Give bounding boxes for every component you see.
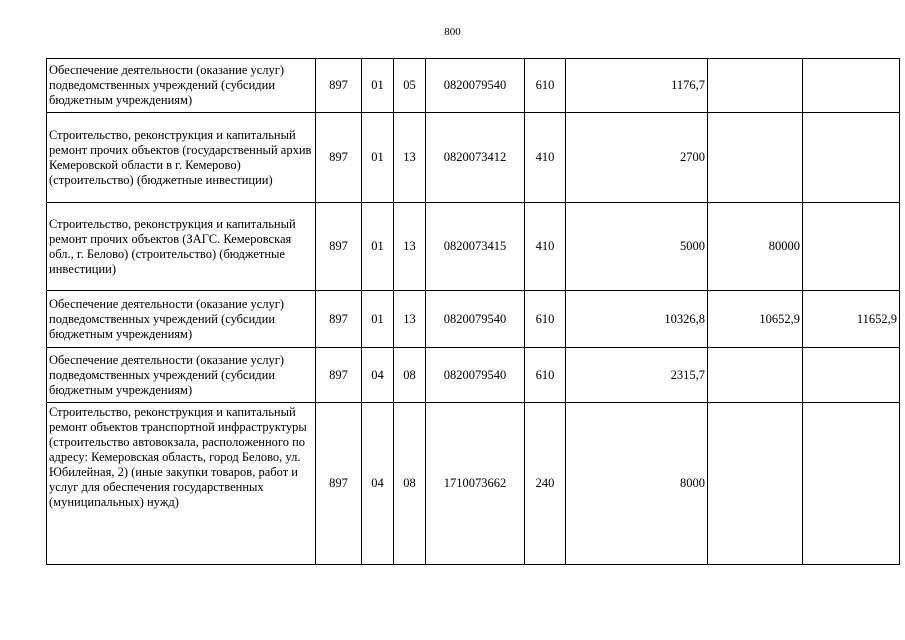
target-code-cell: 0820073415 [426, 203, 525, 291]
section-code-cell: 01 [362, 113, 394, 203]
table-row [47, 348, 900, 403]
ministry-code-cell: 897 [316, 291, 362, 348]
sum-year1-cell: 1176,7 [566, 59, 708, 113]
budget-table [46, 58, 900, 565]
subsection-code-cell: 05 [394, 59, 426, 113]
expense-type-cell: 610 [525, 291, 566, 348]
row-name-cell: Обеспечение деятельности (оказание услуг) подведомственных учреждений (субсидии бюджетным учреждениям) [47, 291, 316, 348]
row-name-cell: Строительство, реконструкция и капитальный ремонт объектов транспортной инфраструктуры (строительство автовокзала, расположенного по адресу: Кемеровская область, город Белово, ул. Юбилейная, 2) (иные закупки товаров, работ и услуг для обеспечения государственных (муниципальных) нужд) [47, 403, 316, 565]
table-row [47, 203, 900, 291]
sum-year2-cell [708, 59, 803, 113]
expense-type-cell: 610 [525, 348, 566, 403]
sum-year2-cell [708, 113, 803, 203]
section-code-cell: 01 [362, 59, 394, 113]
sum-year3-cell [803, 113, 900, 203]
table-row [47, 113, 900, 203]
section-code-cell: 01 [362, 203, 394, 291]
sum-year1-cell: 5000 [566, 203, 708, 291]
table-row [47, 59, 900, 113]
sum-year3-cell: 11652,9 [803, 291, 900, 348]
target-code-cell: 0820079540 [426, 348, 525, 403]
row-name-cell: Строительство, реконструкция и капитальный ремонт прочих объектов (ЗАГС. Кемеровская обл., г. Белово) (строительство) (бюджетные инвестиции) [47, 203, 316, 291]
sum-year2-cell [708, 403, 803, 565]
sum-year2-cell: 80000 [708, 203, 803, 291]
section-code-cell: 04 [362, 403, 394, 565]
sum-year1-cell: 10326,8 [566, 291, 708, 348]
ministry-code-cell: 897 [316, 403, 362, 565]
sum-year3-cell [803, 403, 900, 565]
sum-year1-cell: 2315,7 [566, 348, 708, 403]
section-code-cell: 04 [362, 348, 394, 403]
ministry-code-cell: 897 [316, 113, 362, 203]
table-row [47, 291, 900, 348]
sum-year1-cell: 2700 [566, 113, 708, 203]
subsection-code-cell: 13 [394, 291, 426, 348]
target-code-cell: 0820073412 [426, 113, 525, 203]
section-code-cell: 01 [362, 291, 394, 348]
expense-type-cell: 610 [525, 59, 566, 113]
sum-year3-cell [803, 59, 900, 113]
expense-type-cell: 410 [525, 113, 566, 203]
sum-year2-cell: 10652,9 [708, 291, 803, 348]
subsection-code-cell: 08 [394, 403, 426, 565]
subsection-code-cell: 13 [394, 113, 426, 203]
sum-year3-cell [803, 203, 900, 291]
sum-year3-cell [803, 348, 900, 403]
ministry-code-cell: 897 [316, 59, 362, 113]
target-code-cell: 0820079540 [426, 291, 525, 348]
row-name-cell: Строительство, реконструкция и капитальный ремонт прочих объектов (государственный архив Кемеровской области в г. Кемерово) (строительство) (бюджетные инвестиции) [47, 113, 316, 203]
target-code-cell: 1710073662 [426, 403, 525, 565]
ministry-code-cell: 897 [316, 348, 362, 403]
page-number: 800 [444, 26, 461, 38]
table-row [47, 403, 900, 565]
subsection-code-cell: 13 [394, 203, 426, 291]
subsection-code-cell: 08 [394, 348, 426, 403]
sum-year2-cell [708, 348, 803, 403]
ministry-code-cell: 897 [316, 203, 362, 291]
sum-year1-cell: 8000 [566, 403, 708, 565]
expense-type-cell: 410 [525, 203, 566, 291]
expense-type-cell: 240 [525, 403, 566, 565]
row-name-cell: Обеспечение деятельности (оказание услуг) подведомственных учреждений (субсидии бюджетным учреждениям) [47, 348, 316, 403]
target-code-cell: 0820079540 [426, 59, 525, 113]
row-name-cell: Обеспечение деятельности (оказание услуг) подведомственных учреждений (субсидии бюджетным учреждениям) [47, 59, 316, 113]
